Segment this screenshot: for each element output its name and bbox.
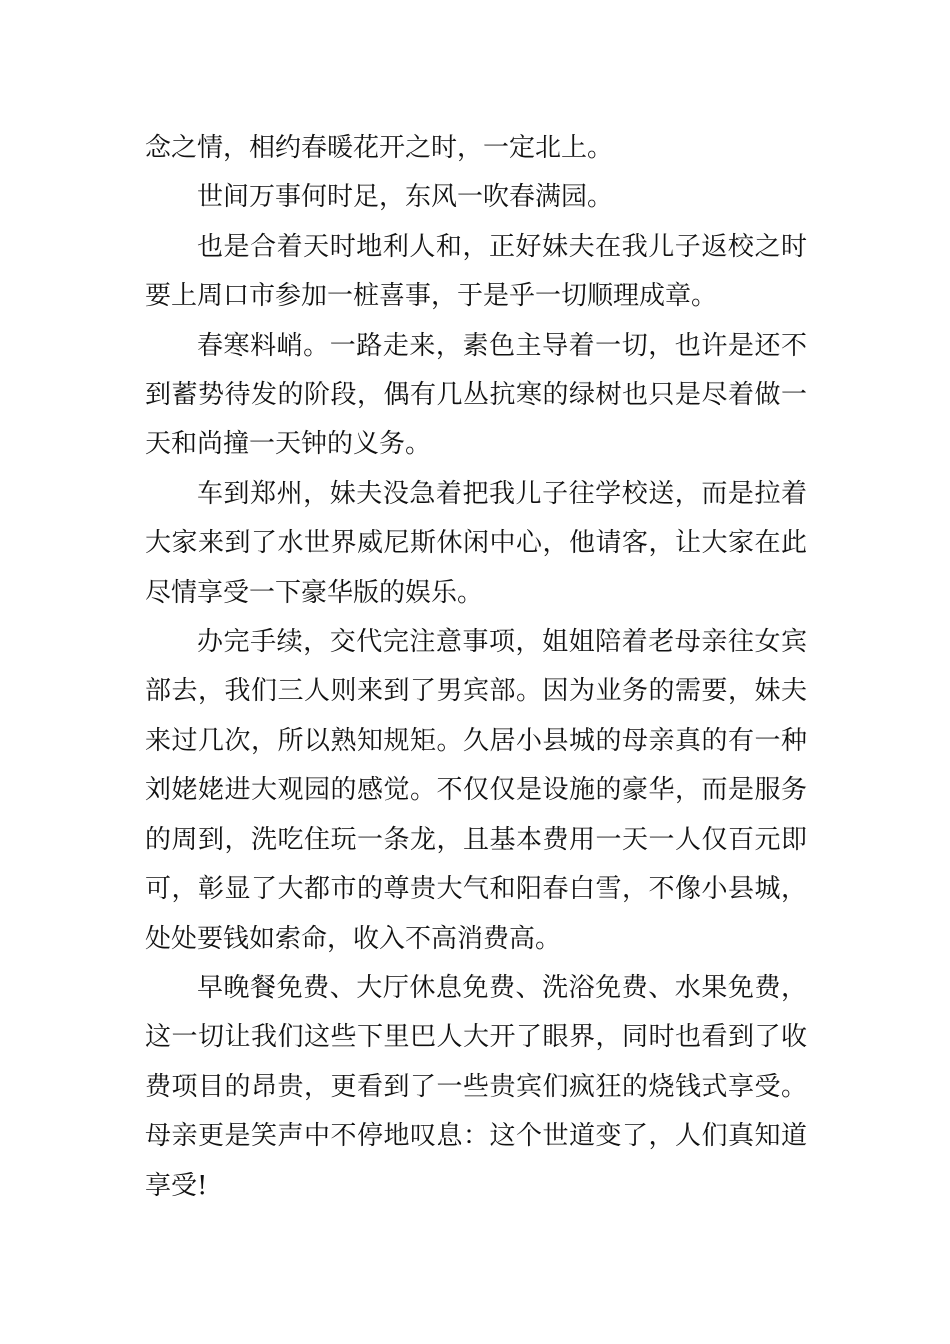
paragraph-4: 春寒料峭。一路走来，素色主导着一切，也许是还不到蓄势待发的阶段，偶有几丛抗寒的绿树也只是尽着做一天和尚撞一天钟的义务。 [145,330,807,460]
paragraph-6: 办完手续，交代完注意事项，姐姐陪着老母亲往女宾部去，我们三人则来到了男宾部。因为业务的需要，妹夫来过几次，所以熟知规矩。久居小县城的母亲真的有一种刘姥姥进大观园的感觉。不仅仅是设施的豪华，而是服务的周到，洗吃住玩一条龙，且基本费用一天一人仅百元即可，彰显了大都市的尊贵大气和阳春白雪，不像小县城，处处要钱如索命，收入不高消费高。 [145,627,807,954]
paragraph-1: 念之情，相约春暖花开之时，一定北上。 [145,133,614,163]
paragraph-5: 车到郑州，妹夫没急着把我儿子往学校送，而是拉着大家来到了水世界威尼斯休闲中心，他请客，让大家在此尽情享受一下豪华版的娱乐。 [145,478,807,608]
paragraph-3: 也是合着天时地利人和，正好妹夫在我儿子返校之时要上周口市参加一桩喜事，于是乎一切顺理成章。 [145,231,807,312]
paragraph-2: 世间万事何时足，东风一吹春满园。 [197,182,614,213]
paragraph-7: 早晚餐免费、大厅休息免费、洗浴免费、水果免费，这一切让我们这些下里巴人大开了眼界，同时也看到了收费项目的昂贵，更看到了一些贵宾们疯狂的烧钱式享受。母亲更是笑声中不停地叹息：这个世道变了，人们真知道享受! [145,972,807,1201]
document-page [145,124,807,1211]
